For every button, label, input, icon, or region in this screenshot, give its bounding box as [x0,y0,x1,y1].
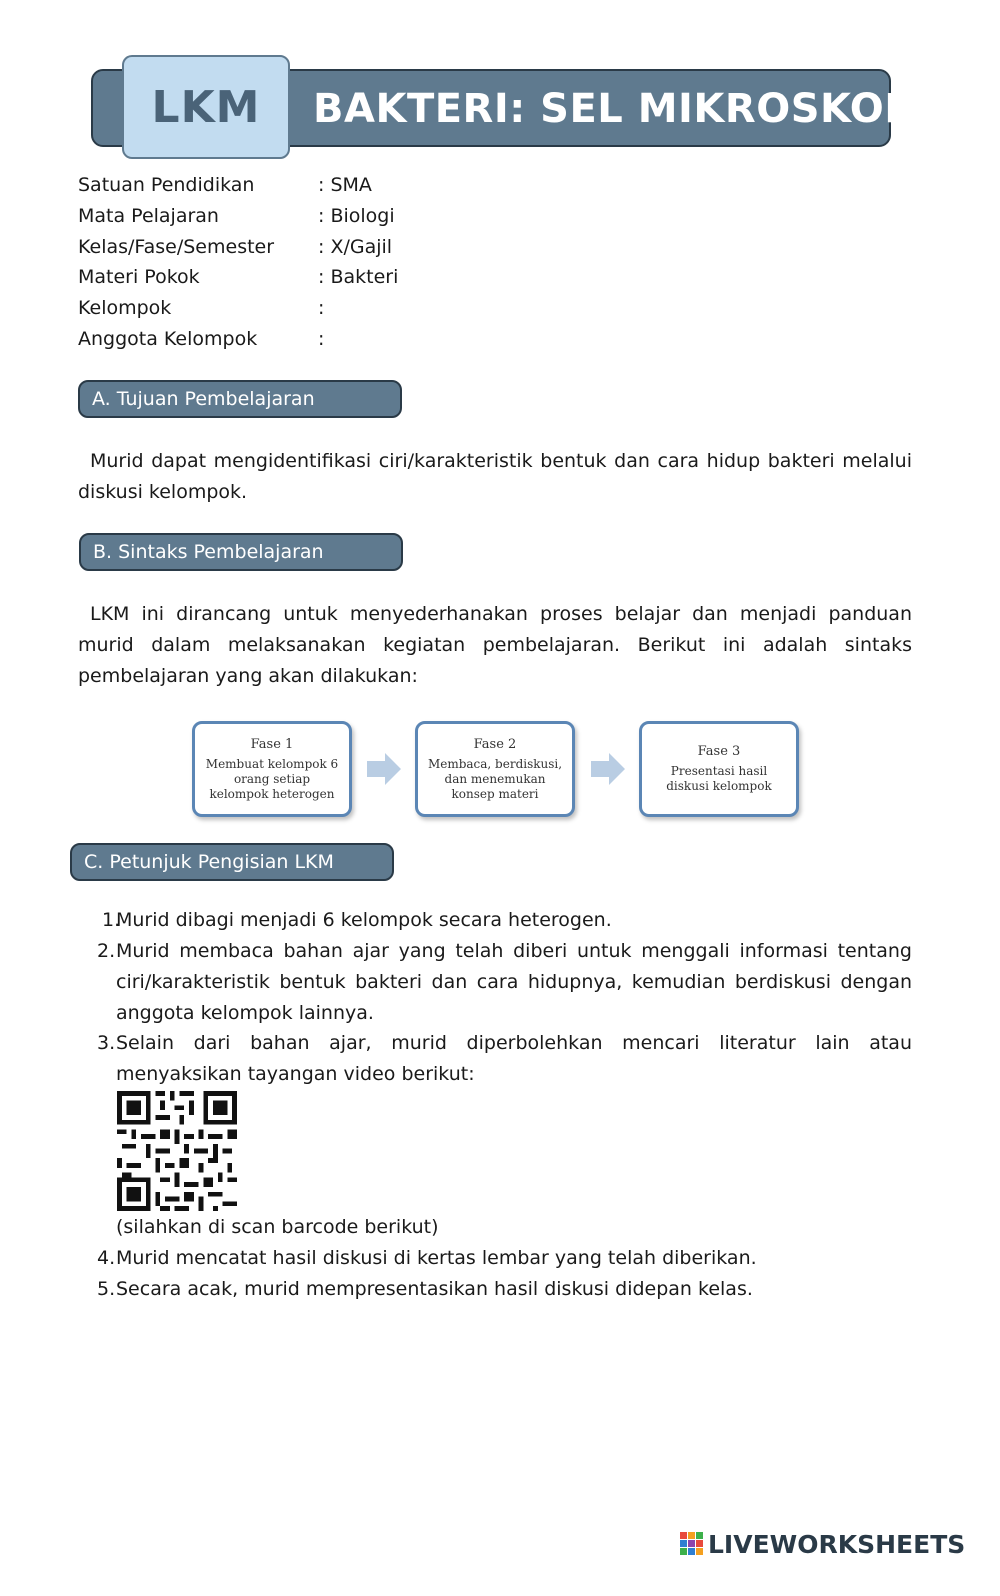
list-item: Murid mencatat hasil diskusi di kertas lembar yang telah diberikan. [116,1247,757,1269]
list-item-number: 3. [97,1032,116,1054]
identity-label: Kelompok [78,297,172,319]
list-item-number: 4. [97,1247,116,1269]
phase-1-box [192,721,352,817]
phase-desc: Membuat kelompok 6 orang setiap kelompok heterogen [205,756,339,801]
lkm-tab-label: LKM [151,81,261,133]
identity-label: Mata Pelajaran [78,205,219,227]
phase-title: Fase 2 [473,736,517,752]
section-b-text [78,599,912,692]
identity-label: Satuan Pendidikan [78,174,255,196]
footer-brand: LIVEWORKSHEETS [708,1529,966,1559]
section-b-header: B. Sintaks Pembelajaran [79,533,403,571]
list-item: Selain dari bahan ajar, murid diperbolehkan mencari literatur lain atau menyaksikan tayangan video berikut: [116,1032,912,1085]
identity-label: Anggota Kelompok [78,328,258,350]
section-c-header: C. Petunjuk Pengisian LKM [70,843,394,881]
phase-2-box [415,721,575,817]
page-title: BAKTERI: SEL MIKROSKOPIS [313,86,959,132]
list-item-number: 5. [97,1278,116,1300]
list-item-number: 2. [97,940,116,962]
lkm-tab [122,55,290,159]
identity-label: Kelas/Fase/Semester [78,236,275,258]
list-item-number: 1. [102,909,121,931]
section-a-text [78,446,912,508]
phase-title: Fase 3 [697,744,741,759]
identity-value: : [318,297,325,319]
arrow-right-icon [591,752,625,790]
phase-desc: Membaca, berdiskusi, dan menemukan konsep materi [427,756,563,801]
phase-desc: Presentasi hasil diskusi kelompok [666,764,772,793]
arrow-right-icon [367,752,401,790]
list-item: Murid dibagi menjadi 6 kelompok secara heterogen. [116,909,612,931]
list-item: Secara acak, murid mempresentasikan hasil diskusi didepan kelas. [116,1278,753,1300]
identity-value: : Biologi [318,205,395,227]
identity-value: : SMA [318,174,372,196]
section-a-header: A. Tujuan Pembelajaran [78,380,402,418]
qr-caption: (silahkan di scan barcode berikut) [116,1216,439,1238]
section-b-paragraph: LKM ini dirancang untuk menyederhanakan proses belajar dan menjadi panduan murid dalam melaksanakan kegiatan pembelajaran. Berikut ini adalah sintaks pembelajaran yang akan dilakukan: [78,603,912,687]
phase-title: Fase 1 [250,736,294,752]
phase-3-box [639,721,799,817]
identity-label: Materi Pokok [78,266,200,288]
liveworksheets-logo-icon [680,1532,704,1556]
qr-code-icon [117,1091,237,1211]
identity-value: : X/Gajil [318,236,393,258]
identity-value: : [318,328,325,350]
section-a-paragraph: Murid dapat mengidentifikasi ciri/karakteristik bentuk dan cara hidup bakteri melalui diskusi kelompok. [78,450,912,503]
liveworksheets-logo [680,1528,965,1560]
list-item: Murid membaca bahan ajar yang telah diberi untuk menggali informasi tentang ciri/karakteristik bentuk bakteri dan cara hidupnya, kemudian berdiskusi dengan anggota kelompok lainnya. [116,940,912,1024]
identity-value: : Bakteri [318,266,399,288]
